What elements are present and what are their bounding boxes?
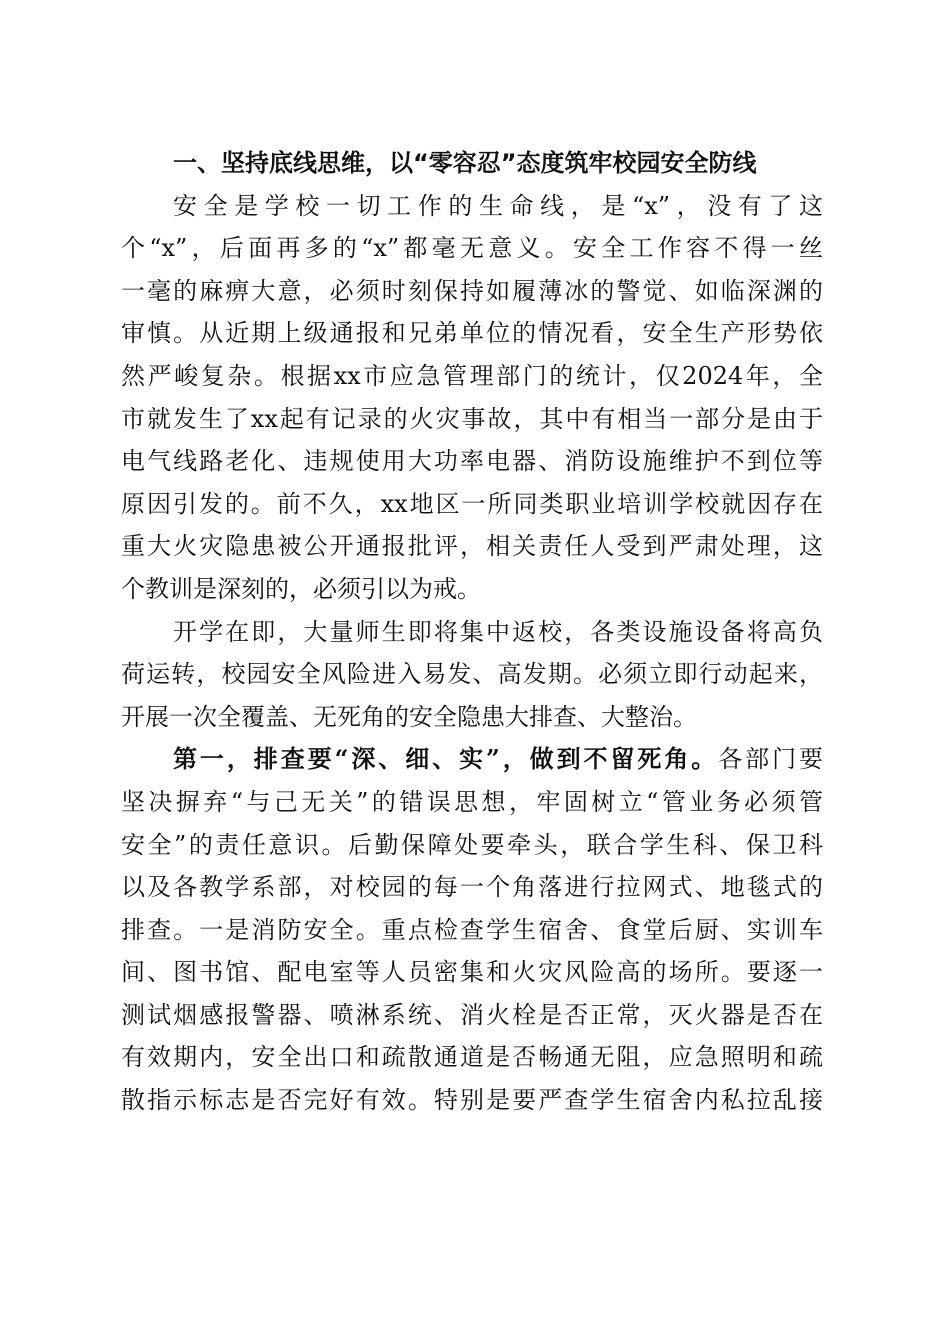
paragraph-line: 安全是学校一切工作的生命线，是“x”，没有了这 xyxy=(173,191,823,220)
paragraph xyxy=(121,185,823,611)
paragraph-line: 然严峻复杂。根据xx市应急管理部门的统计，仅2024年，全 xyxy=(121,361,823,390)
paragraph-line: 散指示标志是否完好有效。特别是要严查学生宿舍内私拉乱接 xyxy=(121,1086,823,1115)
paragraph-line: 开展一次全覆盖、无死角的安全隐患大排查、大整治。 xyxy=(121,702,697,731)
paragraph-line: 开学在即，大量师生即将集中返校，各类设施设备将高负 xyxy=(173,617,823,646)
document-page xyxy=(121,142,823,1122)
paragraph-line: 坚决摒弃“与己无关”的错误思想，牢固树立“管业务必须管 xyxy=(121,787,823,816)
section-heading: 一、坚持底线思维，以“零容忍”态度筑牢校园安全防线 xyxy=(173,149,757,177)
paragraph-line: 有效期内，安全出口和疏散通道是否畅通无阻，应急照明和疏 xyxy=(121,1043,823,1072)
paragraph-line: 一毫的麻痹大意，必须时刻保持如履薄冰的警觉、如临深渊的 xyxy=(121,276,823,305)
paragraph-line: 安全”的责任意识。后勤保障处要牵头，联合学生科、保卫科 xyxy=(121,830,823,859)
paragraph-line: 荷运转，校园安全风险进入易发、高发期。必须立即行动起来， xyxy=(121,660,823,689)
paragraph-line: 个教训是深刻的，必须引以为戒。 xyxy=(121,574,481,603)
document-body xyxy=(121,185,823,1122)
paragraph xyxy=(121,611,823,739)
paragraph-line: 排查。一是消防安全。重点检查学生宿舍、食堂后厨、实训车 xyxy=(121,915,823,944)
paragraph-line xyxy=(121,738,823,781)
paragraph-line: 原因引发的。前不久，xx地区一所同类职业培训学校就因存在 xyxy=(121,489,823,518)
lead-sentence: 第一，排查要“深、细、实”，做到不留死角。 xyxy=(173,744,719,774)
paragraph-line: 个“x”，后面再多的“x”都毫无意义。安全工作容不得一丝 xyxy=(121,234,823,263)
paragraph-line: 以及各教学系部，对校园的每一个角落进行拉网式、地毯式的 xyxy=(121,873,823,902)
paragraph-line: 审慎。从近期上级通报和兄弟单位的情况看，安全生产形势依 xyxy=(121,319,823,348)
paragraph-line: 市就发生了xx起有记录的火灾事故，其中有相当一部分是由于 xyxy=(121,404,823,433)
paragraph xyxy=(121,738,823,1121)
paragraph-line: 间、图书馆、配电室等人员密集和火灾风险高的场所。要逐一 xyxy=(121,958,823,987)
lead-rest: 各部门要 xyxy=(718,745,823,774)
paragraph-line: 重大火灾隐患被公开通报批评，相关责任人受到严肃处理，这 xyxy=(121,532,823,561)
paragraph-line: 电气线路老化、违规使用大功率电器、消防设施维护不到位等 xyxy=(121,447,823,476)
paragraph-line: 测试烟感报警器、喷淋系统、消火栓是否正常，灭火器是否在 xyxy=(121,1000,823,1029)
